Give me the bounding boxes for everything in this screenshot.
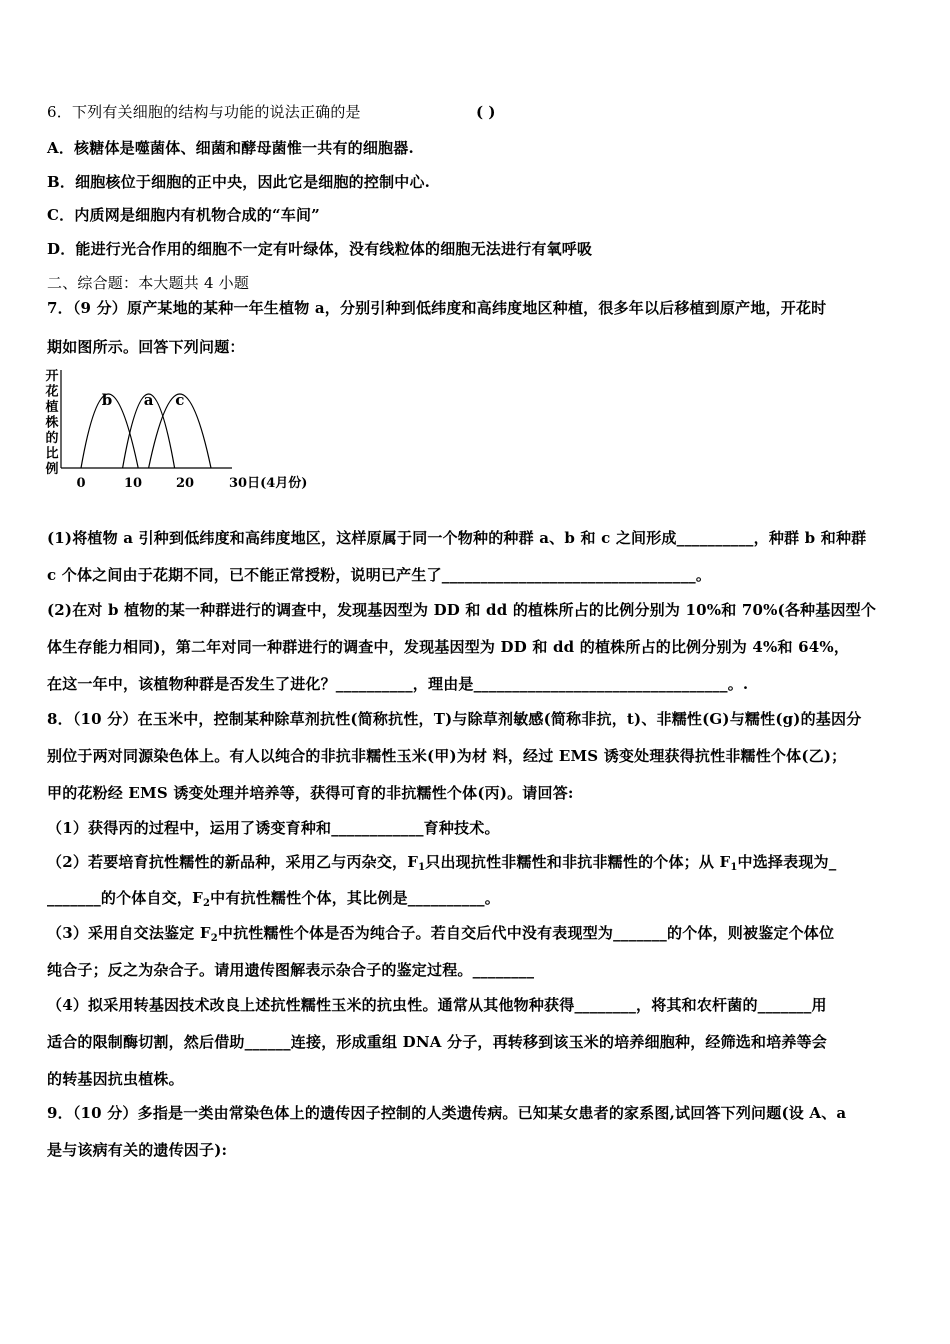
q7-part1-line1: (1)将植物 a 引种到低纬度和高纬度地区，这样原属于同一个物种的种群 a、b 和 c 之间形成__________，种群 b 和种群 [47, 529, 867, 547]
q9-stem-line1: 9．（10 分）多指是一类由常染色体上的遗传因子控制的人类遗传病。已知某女患者的家系图,试回答下列问题(设 A、a [47, 1104, 847, 1122]
q7-stem-line2: 期如图所示。回答下列问题： [47, 338, 245, 356]
svg-text:开花植株的比例: 开花植株的比例 [45, 369, 59, 477]
q8-stem-line3: 甲的花粉经 EMS 诱变处理并培养等，获得可育的非抗糯性个体(丙)。请回答: [47, 784, 574, 802]
curve-label-b: b [101, 391, 113, 409]
q8-part3-line2: 纯合子；反之为杂合子。请用遗传图解表示杂合子的鉴定过程。________ [47, 961, 535, 979]
y-axis-label [44, 368, 58, 477]
q7-part1-line2: c 个体之间由于花期不同，已不能正常授粉，说明已产生了_________________________________。 [47, 566, 712, 584]
curve-label-a: a [143, 391, 154, 409]
q8-part3-line1: （3）采用自交法鉴定 $F_2$中抗性糯性个体是否为纯合子。若自交后代中没有表现型为_______的个体，则被鉴定个体位 [47, 924, 835, 944]
x-tick-label: 10 [123, 476, 143, 491]
q7-part2-line2: 体生存能力相同)，第二年对同一种群进行的调查中，发现基因型为 DD 和 dd 的植株所占的比例分别为 4%和 64%， [47, 638, 850, 656]
q7-part2-line3: 在这一年中，该植物种群是否发生了进化？__________，理由是_________________________________。. [47, 675, 749, 693]
q6-answer-parentheses: ( ) [476, 103, 496, 121]
q6-stem: 6．下列有关细胞的结构与功能的说法正确的是 [47, 103, 361, 121]
q8-part4-line1: （4）拟采用转基因技术改良上述抗性糯性玉米的抗虫性。通常从其他物种获得________，将其和农杆菌的_______用 [47, 996, 827, 1014]
q8-part2-line1: （2）若要培育抗性糯性的新品种，采用乙与丙杂交，$F_1$只出现抗性非糯性和非抗非糯性的个体；从 $F_1$中选择表现为_ [47, 853, 837, 873]
q8-stem-line2: 别位于两对同源染色体上。有人以纯合的非抗非糯性玉米(甲)为材 料，经过 EMS 诱变处理获得抗性非糯性个体(乙)； [47, 747, 847, 765]
q8-part1: （1）获得丙的过程中，运用了诱变育种和____________育种技术。 [47, 819, 500, 837]
q8-part2-line2: _______的个体自交，$F_2$中有抗性糯性个体，其比例是__________。 [47, 889, 500, 909]
q6-option-b: B．细胞核位于细胞的正中央，因此它是细胞的控制中心. [47, 173, 431, 191]
x-tick-label: 0 [76, 476, 86, 491]
section-2-heading: 二、综合题：本大题共 4 小题 [47, 274, 250, 292]
q8-stem-line1: 8．（10 分）在玉米中，控制某种除草剂抗性(简称抗性，T)与除草剂敏感(简称非抗，t)、非糯性(G)与糯性(g)的基因分 [47, 710, 862, 728]
q7-part2-line1: (2)在对 b 植物的某一种群进行的调查中，发现基因型为 DD 和 dd 的植株所占的比例分别为 10%和 70%(各种基因型个 [47, 601, 877, 619]
q6-option-d: D．能进行光合作用的细胞不一定有叶绿体，没有线粒体的细胞无法进行有氧呼吸 [47, 240, 593, 258]
q6-option-c: C．内质网是细胞内有机物合成的“车间” [47, 206, 320, 224]
x-tick-label: 30日(4月份) [229, 476, 308, 491]
x-tick-label: 20 [175, 476, 195, 491]
q9-stem-line2: 是与该病有关的遗传因子): [47, 1141, 228, 1159]
q7-stem-line1: 7．（9 分）原产某地的某种一年生植物 a，分别引种到低纬度和高纬度地区种植，很多年以后移植到原产地，开花时 [47, 299, 827, 317]
curve-label-c: c [175, 391, 185, 409]
q8-part4-line3: 的转基因抗虫植株。 [47, 1070, 184, 1088]
flowering-period-chart [44, 364, 308, 499]
q6-option-a: A．核糖体是噬菌体、细菌和酵母菌惟一共有的细胞器. [47, 139, 414, 157]
q8-part4-line2: 适合的限制酶切割，然后借助______连接，形成重组 DNA 分子，再转移到该玉米的培养细胞种，经筛选和培养等会 [47, 1033, 828, 1051]
